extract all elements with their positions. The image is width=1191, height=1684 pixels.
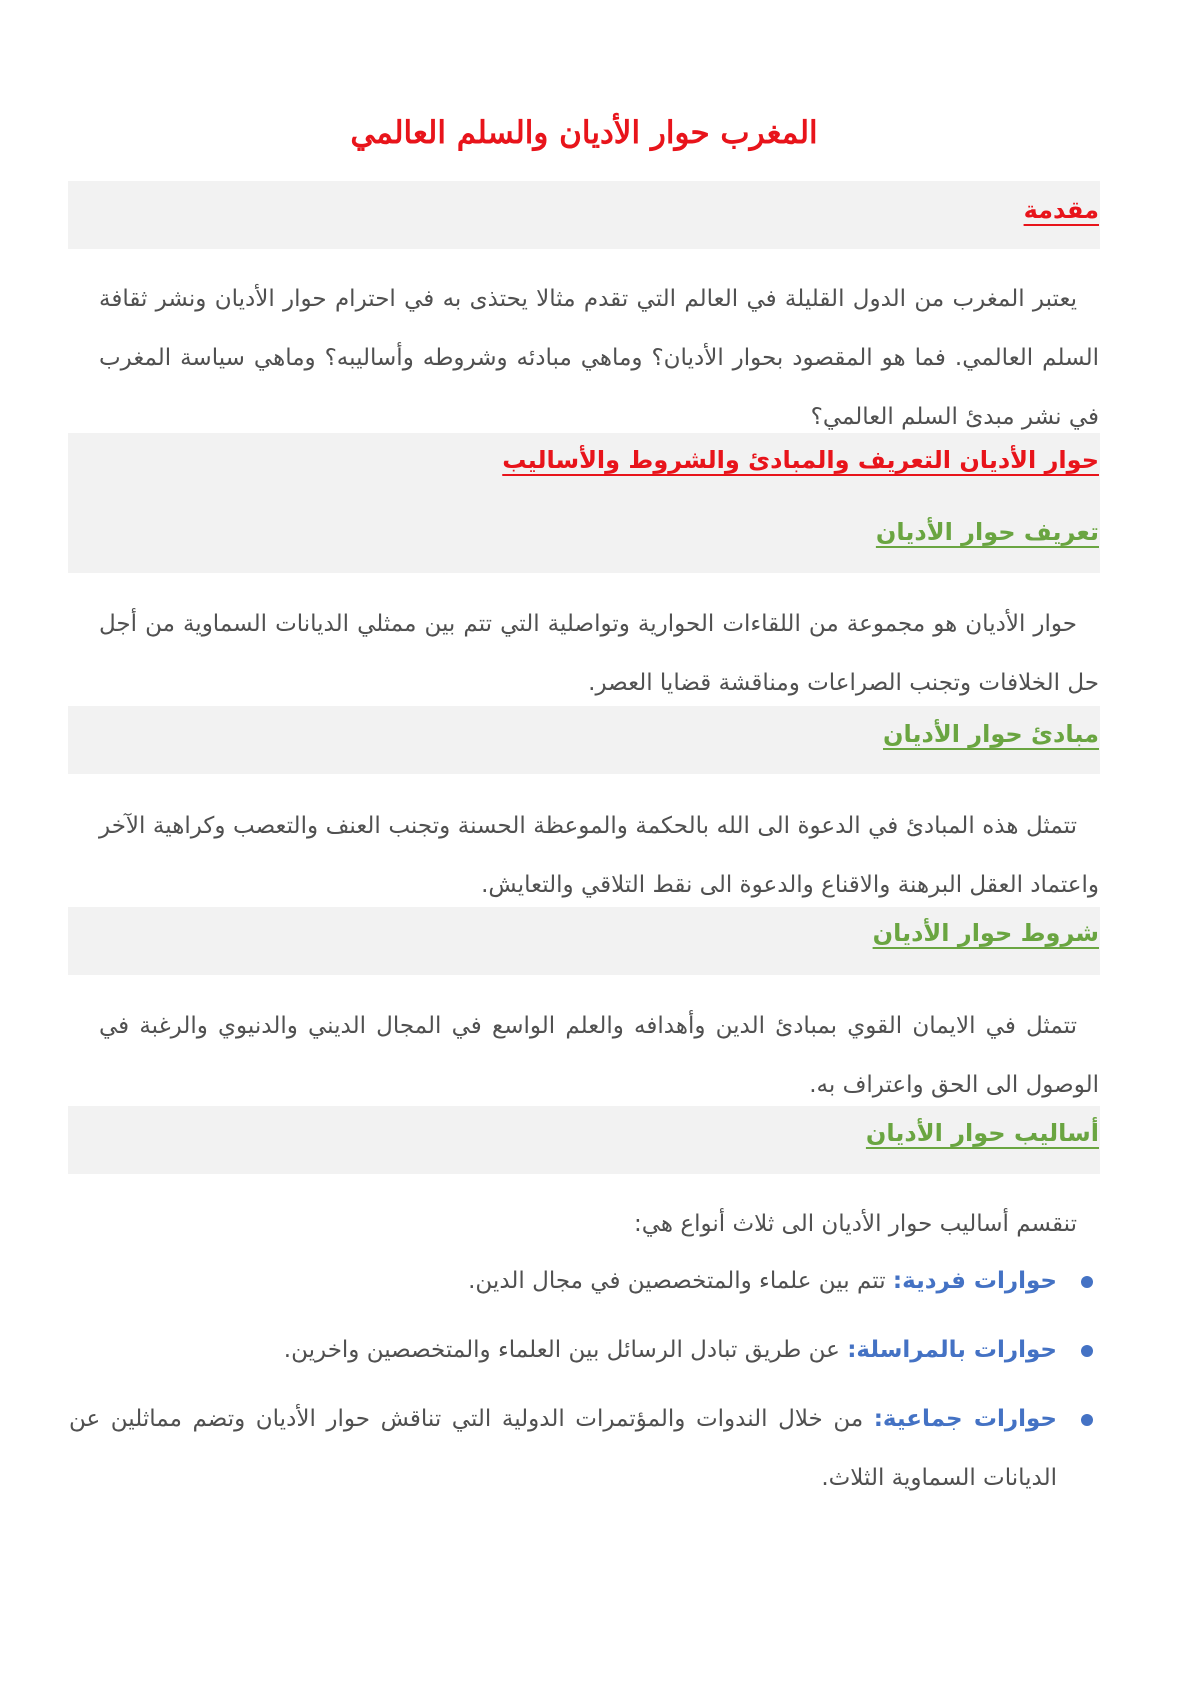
methods-heading: أساليب حوار الأديان (865, 1119, 1099, 1147)
section-heading: حوار الأديان التعريف والمبادئ والشروط والأساليب (502, 446, 1099, 474)
list-item: حوارات بالمراسلة: عن طريق تبادل الرسائل بين العلماء والمتخصصين واخرين. (69, 1321, 1099, 1380)
principles-heading: مبادئ حوار الأديان (883, 720, 1099, 748)
methods-list (69, 1252, 1099, 1508)
definition-heading: تعريف حوار الأديان (875, 518, 1099, 546)
principles-paragraph: تتمثل هذه المبادئ في الدعوة الى الله بالحكمة والموعظة الحسنة وتجنب العنف والتعصب وكراهية الآخر واعتماد العقل البرهنة والاقناع والدعوة الى نقط التلاقي والتعايش. (99, 813, 1099, 898)
bullet-dot-icon (1081, 1276, 1093, 1288)
conditions-heading: شروط حوار الأديان (872, 919, 1099, 947)
bullet-dot-icon (1081, 1414, 1093, 1426)
list-item: حوارات فردية: تتم بين علماء والمتخصصين في مجال الدين. (69, 1252, 1099, 1311)
conditions-paragraph: تتمثل في الايمان القوي بمبادئ الدين وأهدافه والعلم الواسع في المجال الديني والدنيوي والرغبة في الوصول الى الحق واعتراف به. (99, 1013, 1099, 1098)
definition-paragraph: حوار الأديان هو مجموعة من اللقاءات الحوارية وتواصلية التي تتم بين ممثلي الديانات السماوية من أجل حل الخلافات وتجنب الصراعات ومناقشة قضايا العصر. (99, 611, 1099, 696)
methods-intro: تنقسم أساليب حوار الأديان الى ثلاث أنواع هي: (633, 1211, 1077, 1237)
heading-band-intro (68, 181, 1100, 249)
document-page (68, 0, 1100, 1684)
bullet-dot-icon (1081, 1345, 1093, 1357)
document-title: المغرب حوار الأديان والسلم العالمي (350, 115, 818, 151)
intro-paragraph: يعتبر المغرب من الدول القليلة في العالم التي تقدم مثالا يحتذى به في احترام حوار الأديان ونشر ثقافة السلم العالمي. فما هو المقصود بحوار الأديان؟ وماهي مبادئه وشروطه وأساليبه؟ وماهي سياسة المغرب في نشر مبدئ السلم العالمي؟ (99, 286, 1099, 430)
intro-heading: مقدمة (1023, 196, 1099, 224)
list-item: حوارات جماعية: من خلال الندوات والمؤتمرات الدولية التي تناقش حوار الأديان وتضم مماثلين عن الديانات السماوية الثلاث. (69, 1390, 1099, 1508)
